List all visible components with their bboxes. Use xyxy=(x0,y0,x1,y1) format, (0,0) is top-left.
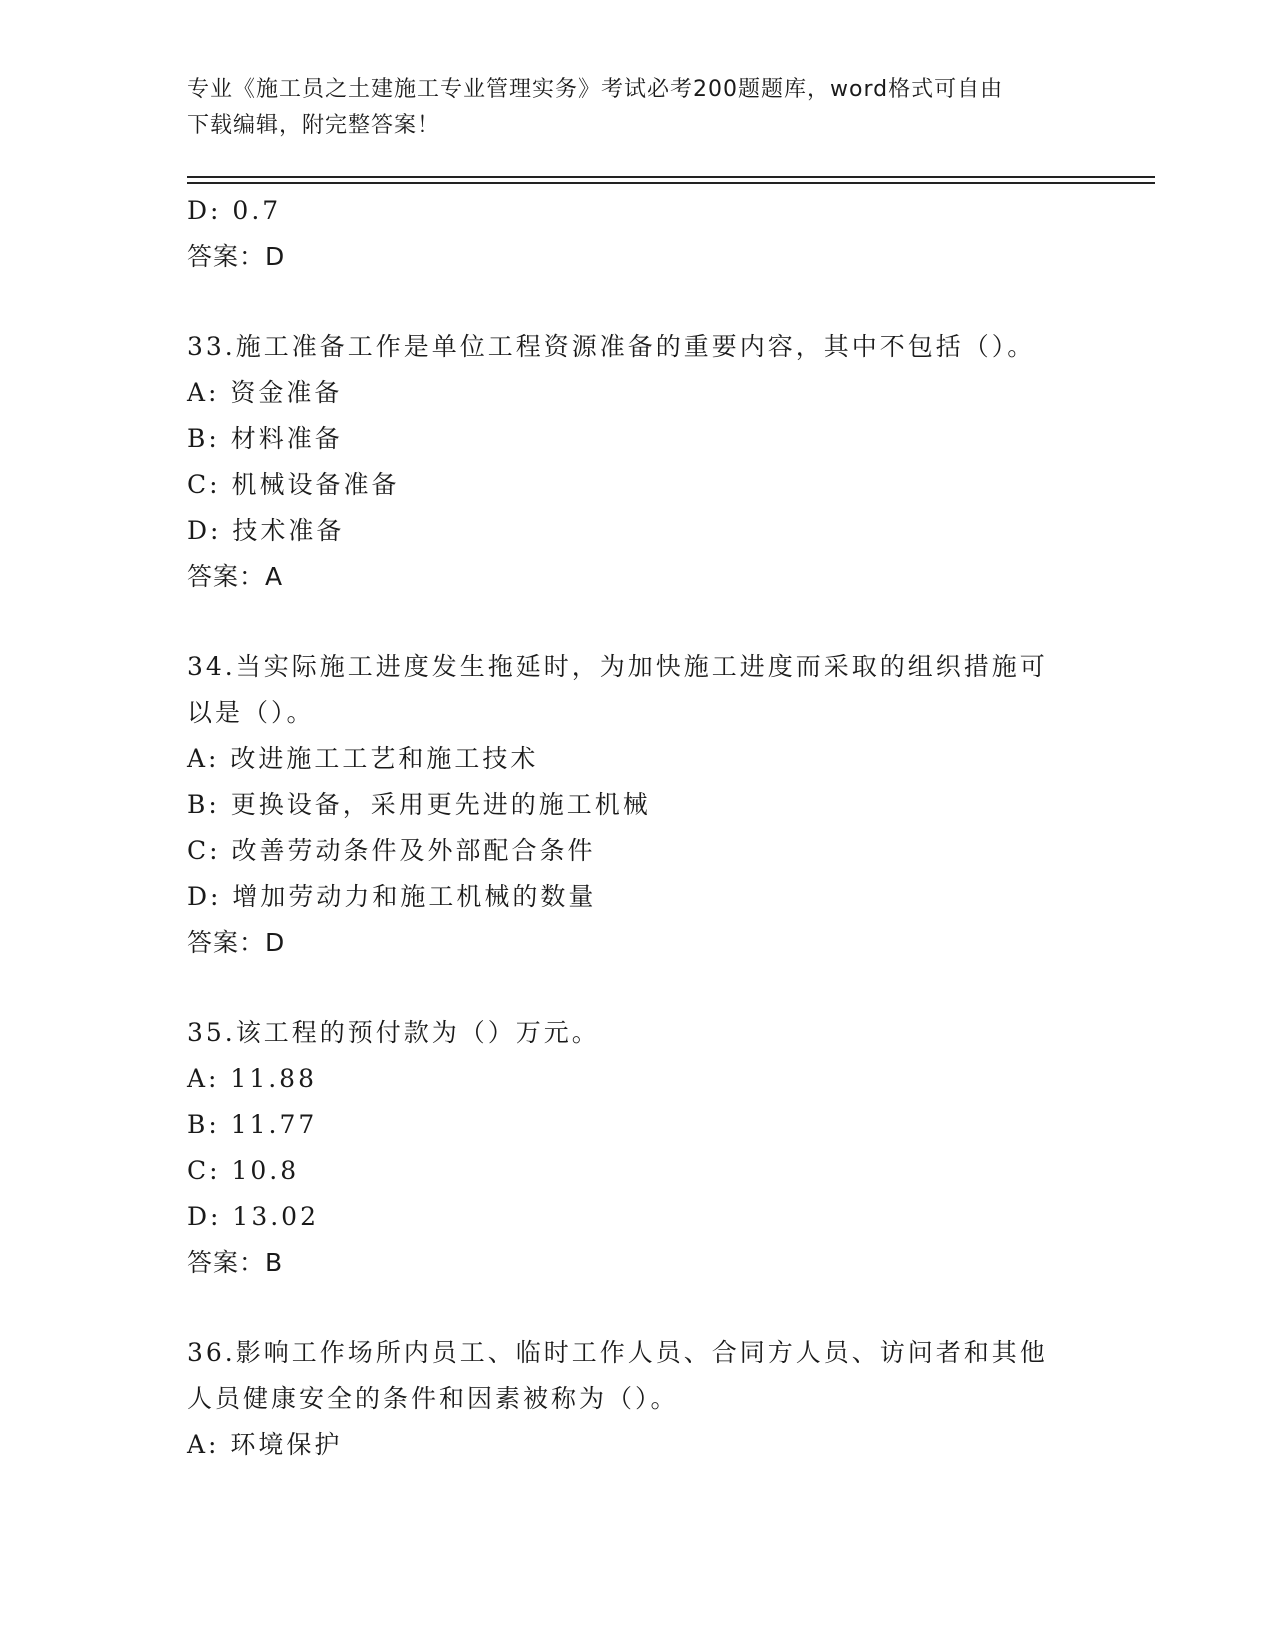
option-c: C: 机械设备准备 xyxy=(187,470,400,499)
question-stem-line-1: 36.影响工作场所内员工、临时工作人员、合同方人员、访问者和其他 xyxy=(187,1338,1048,1367)
question-35 xyxy=(187,1010,1087,1286)
question-33 xyxy=(187,324,1087,600)
question-stem-line-1: 34.当实际施工进度发生拖延时，为加快施工进度而采取的组织措施可 xyxy=(187,652,1048,681)
option-c: C: 10.8 xyxy=(187,1156,300,1185)
option-b: B: 11.77 xyxy=(187,1110,318,1139)
option-c: C: 改善劳动条件及外部配合条件 xyxy=(187,836,596,865)
document-body xyxy=(187,188,1087,1468)
question-stem-line-2: 以是（）。 xyxy=(187,698,315,727)
answer: 答案：D xyxy=(187,242,286,271)
option-a: A: 环境保护 xyxy=(187,1430,343,1459)
option-d: D: 0.7 xyxy=(187,196,282,225)
option-d: D: 技术准备 xyxy=(187,516,345,545)
question-stem-line-2: 人员健康安全的条件和因素被称为（）。 xyxy=(187,1384,679,1413)
header-rule-bottom xyxy=(187,182,1155,184)
spacer xyxy=(187,966,1087,1010)
document-header xyxy=(187,72,1067,144)
spacer xyxy=(187,1286,1087,1330)
option-b: B: 更换设备，采用更先进的施工机械 xyxy=(187,790,651,819)
answer: 答案：A xyxy=(187,562,284,591)
question-34 xyxy=(187,644,1087,966)
question-stem: 35.该工程的预付款为（）万元。 xyxy=(187,1018,600,1047)
header-rule-top xyxy=(187,176,1155,178)
option-a: A: 资金准备 xyxy=(187,378,343,407)
option-a: A: 改进施工工艺和施工技术 xyxy=(187,744,539,773)
spacer xyxy=(187,280,1087,324)
question-stem: 33.施工准备工作是单位工程资源准备的重要内容，其中不包括（）。 xyxy=(187,332,1036,361)
answer: 答案：B xyxy=(187,1248,284,1277)
option-d: D: 增加劳动力和施工机械的数量 xyxy=(187,882,597,911)
carryover-block xyxy=(187,188,1087,280)
option-b: B: 材料准备 xyxy=(187,424,343,453)
option-d: D: 13.02 xyxy=(187,1202,319,1231)
option-a: A: 11.88 xyxy=(187,1064,317,1093)
answer: 答案：D xyxy=(187,928,286,957)
header-title-line-2: 下载编辑，附完整答案！ xyxy=(187,113,441,138)
header-title-line-1: 专业《施工员之土建施工专业管理实务》考试必考200题题库，word格式可自由 xyxy=(187,77,1004,102)
question-36 xyxy=(187,1330,1087,1468)
spacer xyxy=(187,600,1087,644)
